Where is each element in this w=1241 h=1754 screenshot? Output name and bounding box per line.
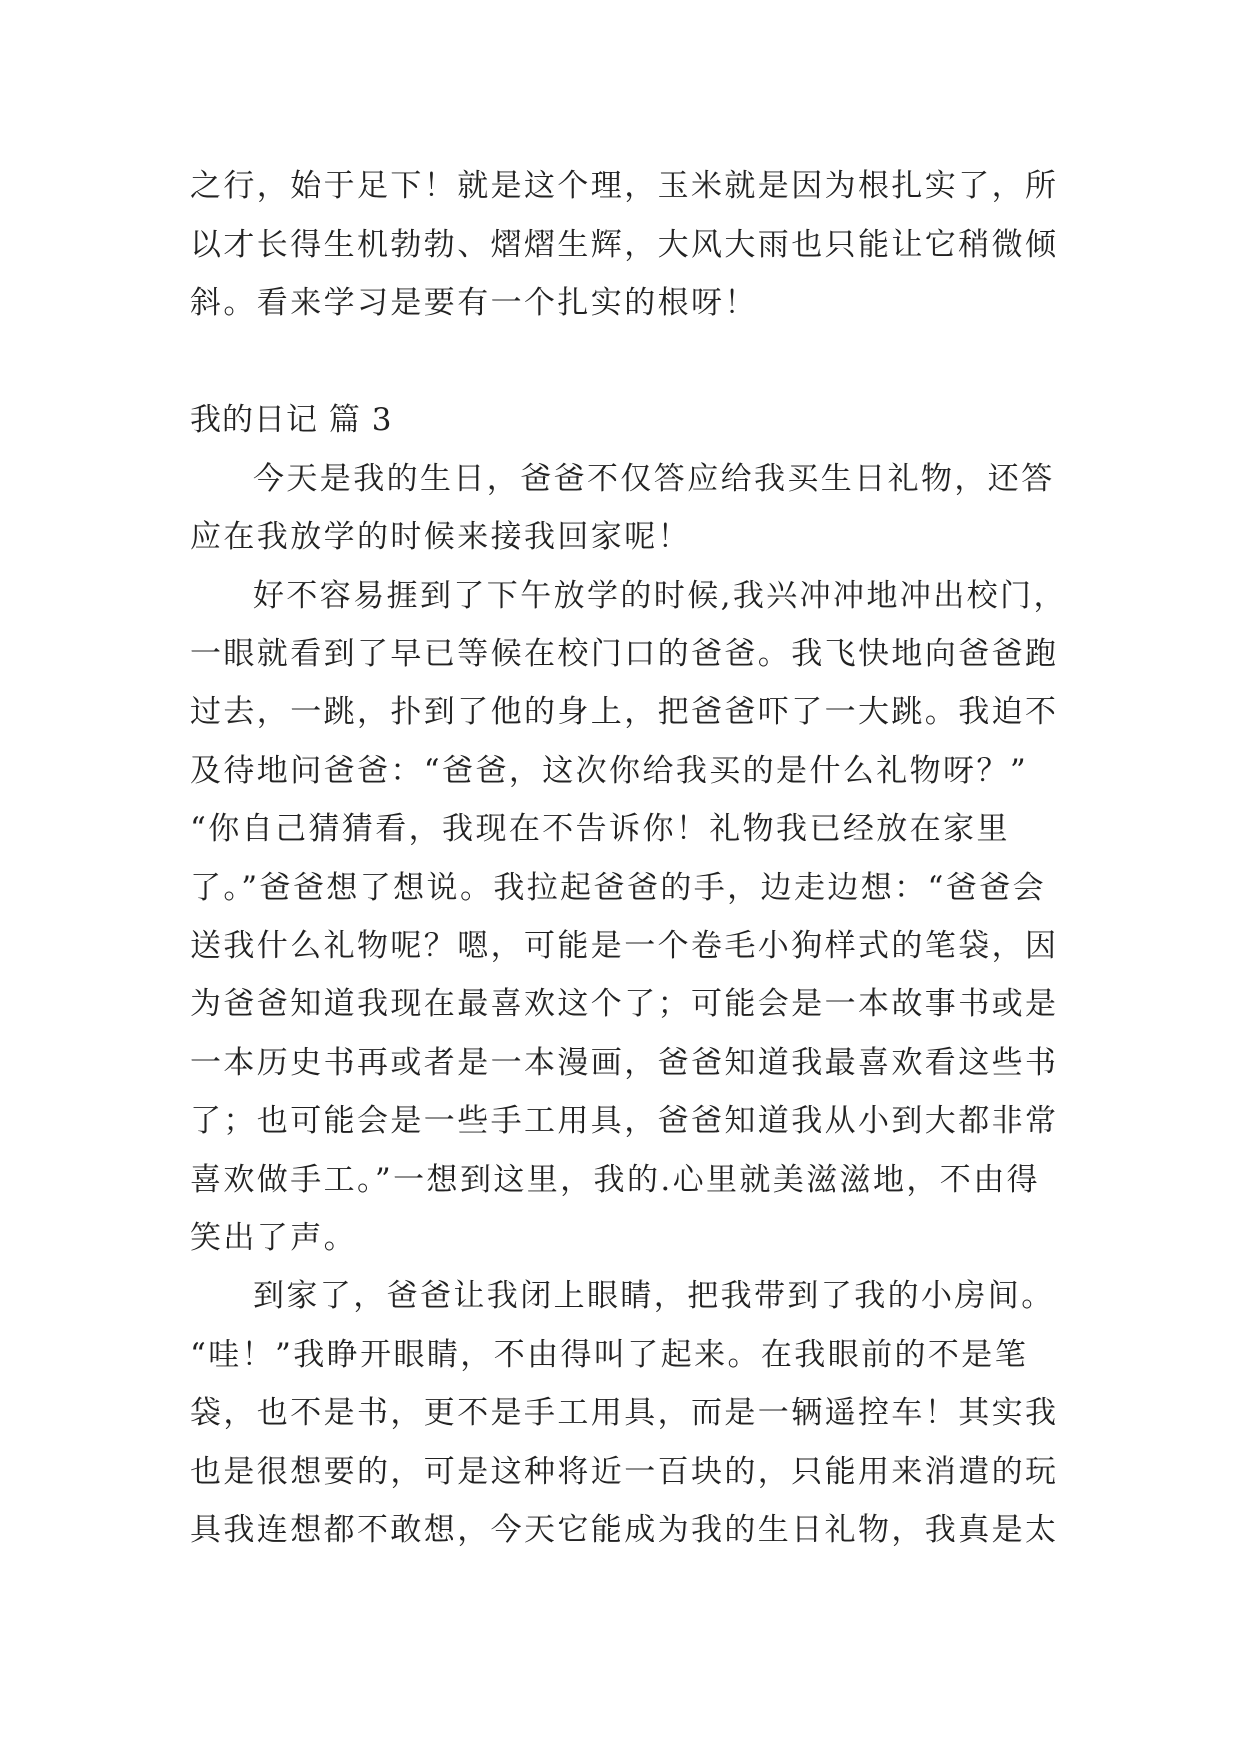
paragraph-2-line-12: 笑出了声。 xyxy=(190,1220,357,1256)
paragraph-1-line-1: 今天是我的生日，爸爸不仅答应给我买生日礼物，还答 xyxy=(253,461,1055,497)
paragraph-2-line-10: 了；也可能会是一些手工用具，爸爸知道我从小到大都非常 xyxy=(190,1103,1059,1139)
paragraph-3-line-1: 到家了，爸爸让我闭上眼睛，把我带到了我的小房间。 xyxy=(253,1278,1055,1314)
paragraph-2-line-5: “你自己猜猜看，我现在不告诉你！礼物我已经放在家里 xyxy=(190,811,1010,847)
paragraph-2-line-6: 了。”爸爸想了想说。我拉起爸爸的手，边走边想：“爸爸会 xyxy=(190,870,1046,906)
paragraph-2-line-9: 一本历史书再或者是一本漫画，爸爸知道我最喜欢看这些书 xyxy=(190,1045,1059,1081)
paragraph-2-line-2: 一眼就看到了早已等候在校门口的爸爸。我飞快地向爸爸跑 xyxy=(190,636,1059,672)
paragraph-3-line-4: 也是很想要的，可是这种将近一百块的，只能用来消遣的玩 xyxy=(190,1454,1059,1490)
intro-line-2: 以才长得生机勃勃、熠熠生辉，大风大雨也只能让它稍微倾 xyxy=(190,227,1059,263)
paragraph-2-line-4: 及待地问爸爸：“爸爸，这次你给我买的是什么礼物呀？” xyxy=(190,753,1029,789)
paragraph-3-line-3: 袋，也不是书，更不是手工用具，而是一辆遥控车！其实我 xyxy=(190,1395,1059,1431)
intro-line-3: 斜。看来学习是要有一个扎实的根呀！ xyxy=(190,285,758,321)
paragraph-3-line-5: 具我连想都不敢想，今天它能成为我的生日礼物，我真是太 xyxy=(190,1512,1059,1548)
paragraph-2-line-1: 好不容易捱到了下午放学的时候,我兴冲冲地冲出校门， xyxy=(253,578,1067,614)
paragraph-3-line-2: “哇！”我睁开眼睛，不由得叫了起来。在我眼前的不是笔 xyxy=(190,1337,1029,1373)
paragraph-1-line-2: 应在我放学的时候来接我回家呢！ xyxy=(190,519,691,555)
section-title: 我的日记 篇 3 xyxy=(190,402,393,438)
intro-line-1: 之行，始于足下！就是这个理，玉米就是因为根扎实了，所 xyxy=(190,168,1059,204)
paragraph-2-line-7: 送我什么礼物呢？嗯，可能是一个卷毛小狗样式的笔袋，因 xyxy=(190,928,1059,964)
paragraph-2-line-11: 喜欢做手工。”一想到这里，我的.心里就美滋滋地，不由得 xyxy=(190,1162,1040,1198)
paragraph-2-line-8: 为爸爸知道我现在最喜欢这个了；可能会是一本故事书或是 xyxy=(190,986,1059,1022)
paragraph-2-line-3: 过去，一跳，扑到了他的身上，把爸爸吓了一大跳。我迫不 xyxy=(190,694,1059,730)
